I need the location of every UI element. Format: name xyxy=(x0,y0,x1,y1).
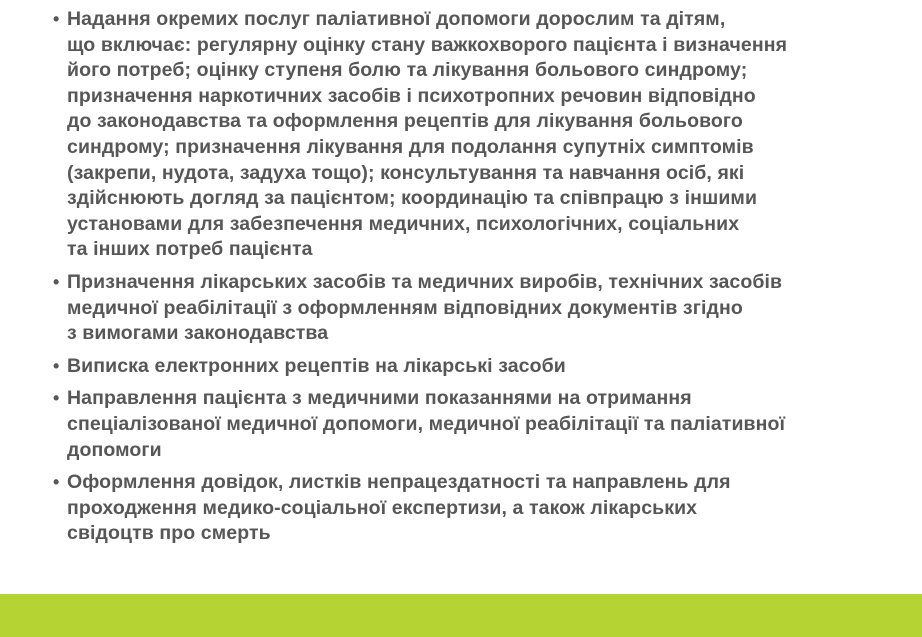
text-line: установами для забезпечення медичних, психологічних, соціальних xyxy=(67,212,740,235)
text-line: з вимогами законодавства xyxy=(67,322,329,345)
list-item-text xyxy=(67,386,891,463)
list-item xyxy=(51,354,891,380)
text-line: (закрепи, нудота, задуха тощо); консультування та навчання осіб, які xyxy=(67,161,745,184)
list-item-text xyxy=(67,354,891,380)
list-item-text xyxy=(67,270,891,347)
bullet-icon: • xyxy=(53,355,60,376)
bullet-icon: • xyxy=(53,388,60,409)
text-line: проходження медико-соціальної експертизи, а також лікарських xyxy=(67,496,698,519)
text-line: допомоги xyxy=(67,438,162,461)
text-line: його потреб; оцінку ступеня болю та лікування больового синдрому; xyxy=(67,59,748,82)
footer-accent-band xyxy=(0,594,922,637)
text-line: призначення наркотичних засобів і психотропних речовин відповідно xyxy=(67,84,756,107)
text-line: спеціалізованої медичної допомоги, медичної реабілітації та паліативної xyxy=(67,412,786,435)
text-line: до законодавства та оформлення рецептів для лікування больового xyxy=(67,110,743,133)
bullet-icon: • xyxy=(53,472,60,493)
text-line: що включає: регулярну оцінку стану важкохворого пацієнта і визначення xyxy=(67,33,788,56)
text-line: здійснюють догляд за пацієнтом; координацію та співпрацю з іншими xyxy=(67,187,758,210)
list-item-text xyxy=(67,7,891,263)
list-item xyxy=(51,470,891,547)
text-line: свідоцтв про смерть xyxy=(67,522,271,545)
text-line: синдрому; призначення лікування для подолання супутніх симптомів xyxy=(67,135,754,158)
bullet-icon: • xyxy=(53,9,60,29)
document-body xyxy=(51,7,891,554)
list-item xyxy=(51,7,891,263)
text-line: Виписка електронних рецептів на лікарські засоби xyxy=(67,354,566,377)
text-line: та інших потреб пацієнта xyxy=(67,238,313,261)
list-item-text xyxy=(67,470,891,547)
text-line: Призначення лікарських засобів та медичних виробів, технічних засобів xyxy=(67,270,783,293)
text-line: медичної реабілітації з оформленням відповідних документів згідно xyxy=(67,296,743,319)
services-list xyxy=(51,7,891,547)
list-item xyxy=(51,386,891,463)
text-line: Надання окремих послуг паліативної допомоги дорослим та дітям, xyxy=(67,8,726,30)
text-line: Направлення пацієнта з медичними показаннями на отримання xyxy=(67,387,692,410)
bullet-icon: • xyxy=(53,271,60,292)
list-item xyxy=(51,270,891,347)
text-line: Оформлення довідок, листків непрацездатності та направлень для xyxy=(67,471,731,494)
